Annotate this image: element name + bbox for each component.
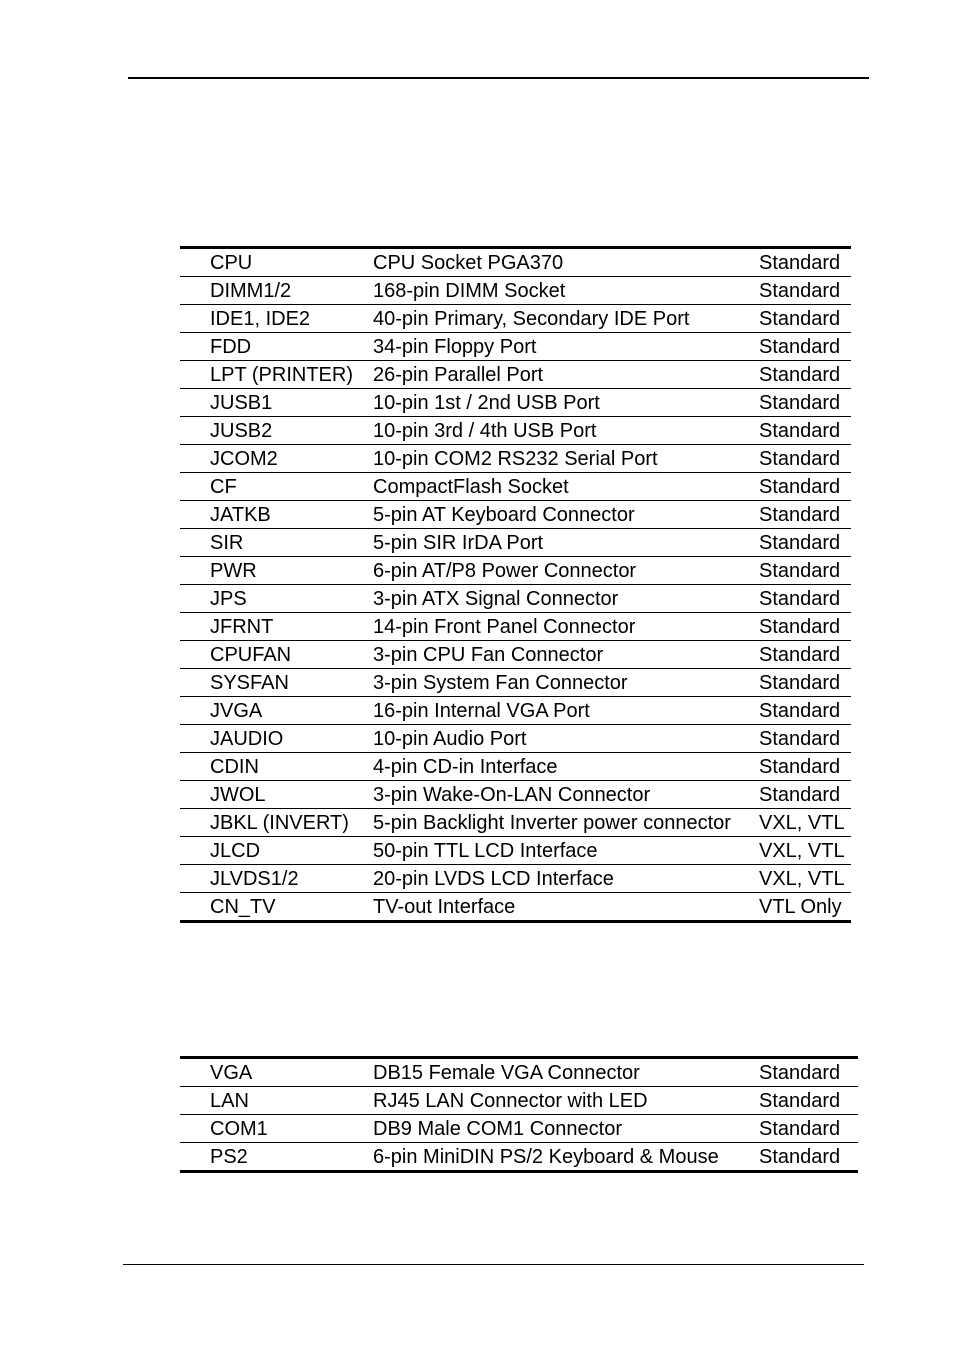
connector-label: CPUFAN [180, 641, 373, 669]
connector-label: JCOM2 [180, 445, 373, 473]
connector-label: JFRNT [180, 613, 373, 641]
table-row [180, 557, 851, 585]
connector-description: CompactFlash Socket [373, 473, 759, 501]
onboard-connector-table [180, 246, 851, 923]
connector-label: JPS [180, 585, 373, 613]
connector-availability: Standard [759, 473, 851, 501]
connector-label: COM1 [180, 1115, 373, 1143]
connector-description: 5-pin AT Keyboard Connector [373, 501, 759, 529]
table-row [180, 248, 851, 277]
connector-availability: Standard [759, 248, 851, 277]
connector-availability: Standard [759, 361, 851, 389]
table-row [180, 305, 851, 333]
connector-description: 3-pin ATX Signal Connector [373, 585, 759, 613]
connector-availability: Standard [759, 697, 851, 725]
connector-description: 40-pin Primary, Secondary IDE Port [373, 305, 759, 333]
header-rule [128, 77, 869, 79]
connector-description: CPU Socket PGA370 [373, 248, 759, 277]
table-row [180, 893, 851, 922]
table-row [180, 1087, 858, 1115]
connector-availability: Standard [759, 557, 851, 585]
table-row [180, 277, 851, 305]
connector-label: JLCD [180, 837, 373, 865]
connector-label: JBKL (INVERT) [180, 809, 373, 837]
connector-availability: Standard [759, 585, 851, 613]
table-row [180, 725, 851, 753]
onboard-connector-rows [180, 248, 851, 922]
connector-availability: Standard [759, 529, 851, 557]
table-row [180, 473, 851, 501]
footer-rule [123, 1264, 864, 1265]
table-row [180, 697, 851, 725]
connector-description: 26-pin Parallel Port [373, 361, 759, 389]
connector-description: 20-pin LVDS LCD Interface [373, 865, 759, 893]
table-row [180, 361, 851, 389]
connector-availability: Standard [759, 669, 851, 697]
connector-availability: Standard [759, 417, 851, 445]
table-row [180, 1058, 858, 1087]
connector-description: TV-out Interface [373, 893, 759, 922]
connector-availability: Standard [759, 501, 851, 529]
table-row [180, 753, 851, 781]
connector-description: 4-pin CD-in Interface [373, 753, 759, 781]
connector-availability: Standard [759, 641, 851, 669]
table-row [180, 585, 851, 613]
connector-description: 5-pin Backlight Inverter power connector [373, 809, 759, 837]
connector-description: 3-pin Wake-On-LAN Connector [373, 781, 759, 809]
connector-availability: Standard [759, 305, 851, 333]
connector-description: 10-pin COM2 RS232 Serial Port [373, 445, 759, 473]
table-row [180, 781, 851, 809]
connector-availability: Standard [759, 1058, 858, 1087]
connector-description: 10-pin 3rd / 4th USB Port [373, 417, 759, 445]
connector-availability: Standard [759, 333, 851, 361]
connector-label: JWOL [180, 781, 373, 809]
connector-description: 50-pin TTL LCD Interface [373, 837, 759, 865]
connector-availability: Standard [759, 613, 851, 641]
connector-availability: VXL, VTL [759, 809, 851, 837]
connector-availability: Standard [759, 753, 851, 781]
rear-connector-rows [180, 1058, 858, 1172]
connector-description: 10-pin 1st / 2nd USB Port [373, 389, 759, 417]
table-row [180, 445, 851, 473]
connector-label: FDD [180, 333, 373, 361]
connector-description: DB15 Female VGA Connector [373, 1058, 759, 1087]
table-row [180, 837, 851, 865]
connector-label: JATKB [180, 501, 373, 529]
table-row [180, 501, 851, 529]
table-row [180, 389, 851, 417]
connector-description: 34-pin Floppy Port [373, 333, 759, 361]
connector-label: IDE1, IDE2 [180, 305, 373, 333]
connector-availability: Standard [759, 1115, 858, 1143]
table-row [180, 641, 851, 669]
connector-label: PS2 [180, 1143, 373, 1172]
connector-label: CDIN [180, 753, 373, 781]
connector-label: CPU [180, 248, 373, 277]
connector-description: 16-pin Internal VGA Port [373, 697, 759, 725]
rear-connector-table [180, 1056, 858, 1173]
connector-availability: VXL, VTL [759, 865, 851, 893]
connector-description: RJ45 LAN Connector with LED [373, 1087, 759, 1115]
connector-description: 14-pin Front Panel Connector [373, 613, 759, 641]
connector-description: 6-pin AT/P8 Power Connector [373, 557, 759, 585]
connector-availability: Standard [759, 1087, 858, 1115]
table-row [180, 529, 851, 557]
connector-label: DIMM1/2 [180, 277, 373, 305]
connector-availability: Standard [759, 277, 851, 305]
connector-description: 5-pin SIR IrDA Port [373, 529, 759, 557]
connector-label: VGA [180, 1058, 373, 1087]
connector-availability: Standard [759, 389, 851, 417]
table-row [180, 865, 851, 893]
table-row [180, 333, 851, 361]
table-row [180, 613, 851, 641]
table-row [180, 417, 851, 445]
connector-label: JLVDS1/2 [180, 865, 373, 893]
table-row [180, 1143, 858, 1172]
connector-description: 6-pin MiniDIN PS/2 Keyboard & Mouse [373, 1143, 759, 1172]
connector-label: PWR [180, 557, 373, 585]
connector-description: 168-pin DIMM Socket [373, 277, 759, 305]
connector-label: LPT (PRINTER) [180, 361, 373, 389]
table-row [180, 1115, 858, 1143]
connector-availability: Standard [759, 1143, 858, 1172]
connector-label: JAUDIO [180, 725, 373, 753]
connector-label: CF [180, 473, 373, 501]
connector-description: 3-pin CPU Fan Connector [373, 641, 759, 669]
connector-availability: Standard [759, 445, 851, 473]
connector-label: CN_TV [180, 893, 373, 922]
table-row [180, 669, 851, 697]
connector-availability: VTL Only [759, 893, 851, 922]
connector-availability: VXL, VTL [759, 837, 851, 865]
connector-label: SYSFAN [180, 669, 373, 697]
connector-description: DB9 Male COM1 Connector [373, 1115, 759, 1143]
table-row [180, 809, 851, 837]
connector-label: JUSB1 [180, 389, 373, 417]
connector-label: JUSB2 [180, 417, 373, 445]
connector-description: 10-pin Audio Port [373, 725, 759, 753]
connector-availability: Standard [759, 781, 851, 809]
connector-label: JVGA [180, 697, 373, 725]
connector-description: 3-pin System Fan Connector [373, 669, 759, 697]
connector-availability: Standard [759, 725, 851, 753]
connector-label: SIR [180, 529, 373, 557]
connector-label: LAN [180, 1087, 373, 1115]
